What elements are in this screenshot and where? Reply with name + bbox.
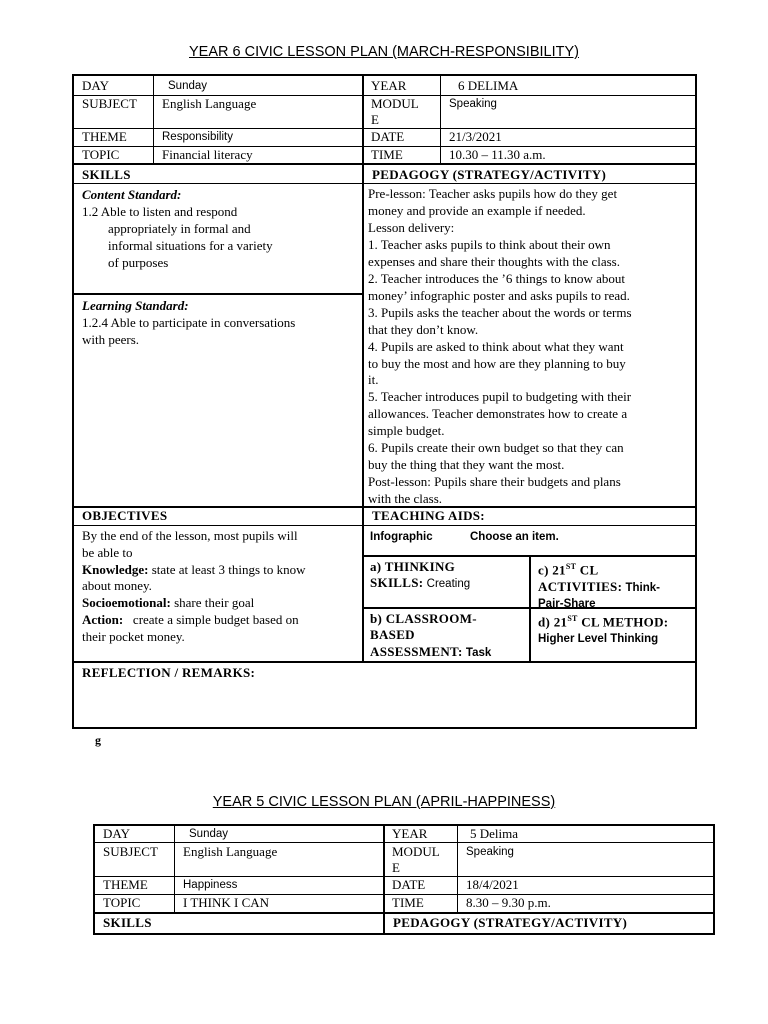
subject-value-2: English Language [183,844,278,859]
time-value: 10.30 – 11.30 a.m. [449,147,546,162]
time-label: TIME [371,147,403,162]
cl-method: d) 21ST CL METHOD: Higher Level Thinking [538,614,669,645]
year-value: 6 DELIMA [458,78,519,93]
module-value-2: Speaking [466,846,514,858]
learning-standard: Learning Standard: 1.2.4 Able to participate in conversations with peers. [82,298,296,347]
pedagogy-header-2: PEDAGOGY (STRATEGY/ACTIVITY) [393,915,628,930]
day-label-2: DAY [103,826,130,841]
thinking-skills: a) THINKING SKILLS: Creating [370,559,471,591]
day-label: DAY [82,78,109,93]
objectives-header: OBJECTIVES [82,508,168,523]
day-value: Sunday [168,80,208,92]
cl-activities: c) 21ST CL ACTIVITIES: Think- Pair-Share [538,562,660,610]
date-value-2: 18/4/2021 [466,877,519,892]
date-label: DATE [371,129,405,144]
subject-label-2: SUBJECT [103,844,158,859]
classroom-assessment: b) CLASSROOM- BASED ASSESSMENT: Task [370,611,492,659]
reflection-header: REFLECTION / REMARKS: [82,665,256,680]
time-label-2: TIME [392,895,424,910]
subject-value: English Language [162,96,257,111]
teaching-aid-2[interactable]: Choose an item. [470,531,559,543]
year-label: YEAR [371,78,407,93]
year-value-2: 5 Delima [470,826,519,841]
time-value-2: 8.30 – 9.30 p.m. [466,895,551,910]
skills-header: SKILLS [82,167,131,182]
teaching-aid-1: Infographic [370,531,433,543]
topic-label-2: TOPIC [103,895,141,910]
stray-mark: g [95,733,101,747]
skills-header-2: SKILLS [103,915,152,930]
lesson-plan-title-2: YEAR 5 CIVIC LESSON PLAN (APRIL-HAPPINESS) [212,794,556,810]
date-value: 21/3/2021 [449,129,502,144]
theme-value-2: Happiness [183,879,238,891]
content-standard: Content Standard: 1.2 Able to listen and respond appropriately in formal and informal situations for a variety of purposes [82,187,273,270]
objectives-body: By the end of the lesson, most pupils will be able to Knowledge: state at least 3 things to know about money. Socioemotional: share their goal Action: create a simple budget based on their pocket money. [82,528,306,644]
date-label-2: DATE [392,877,426,892]
module-label-2: MODUL E [392,844,440,876]
pedagogy-steps: Pre-lesson: Teacher asks pupils how do they get money and provide an example if needed. Lesson delivery: 1. Teacher asks pupils to think about their own expenses and share their thoughts with the class. 2. Teacher introduces the ’6 things to know about money’ infographic poster and asks pupils to read. 3. Pupils asks the teacher about the words or terms that they don’t know. 4. Pupils are asked to think about what they want to buy the most and how are they planning to buy it. 5. Teacher introduces pupil to budgeting with their allowances. Teacher demonstrates how to create a simple budget. 6. Pupils create their own budget so that they can buy the thing that they want the most. Post-lesson: Pupils share their budgets and plans with the class. [368,186,632,507]
module-value: Speaking [449,98,497,110]
theme-value: Responsibility [162,131,233,143]
theme-label-2: THEME [103,877,148,892]
topic-value-2: I THINK I CAN [183,895,270,910]
subject-label: SUBJECT [82,96,137,111]
pedagogy-header: PEDAGOGY (STRATEGY/ACTIVITY) [372,167,607,182]
lesson-plan-title: YEAR 6 CIVIC LESSON PLAN (MARCH-RESPONSIBILITY) [189,44,579,60]
teaching-aids-header: TEACHING AIDS: [372,508,485,523]
topic-value: Financial literacy [162,147,253,162]
year-label-2: YEAR [392,826,428,841]
theme-label: THEME [82,129,127,144]
topic-label: TOPIC [82,147,120,162]
module-label: MODUL E [371,96,419,128]
day-value-2: Sunday [189,828,229,840]
